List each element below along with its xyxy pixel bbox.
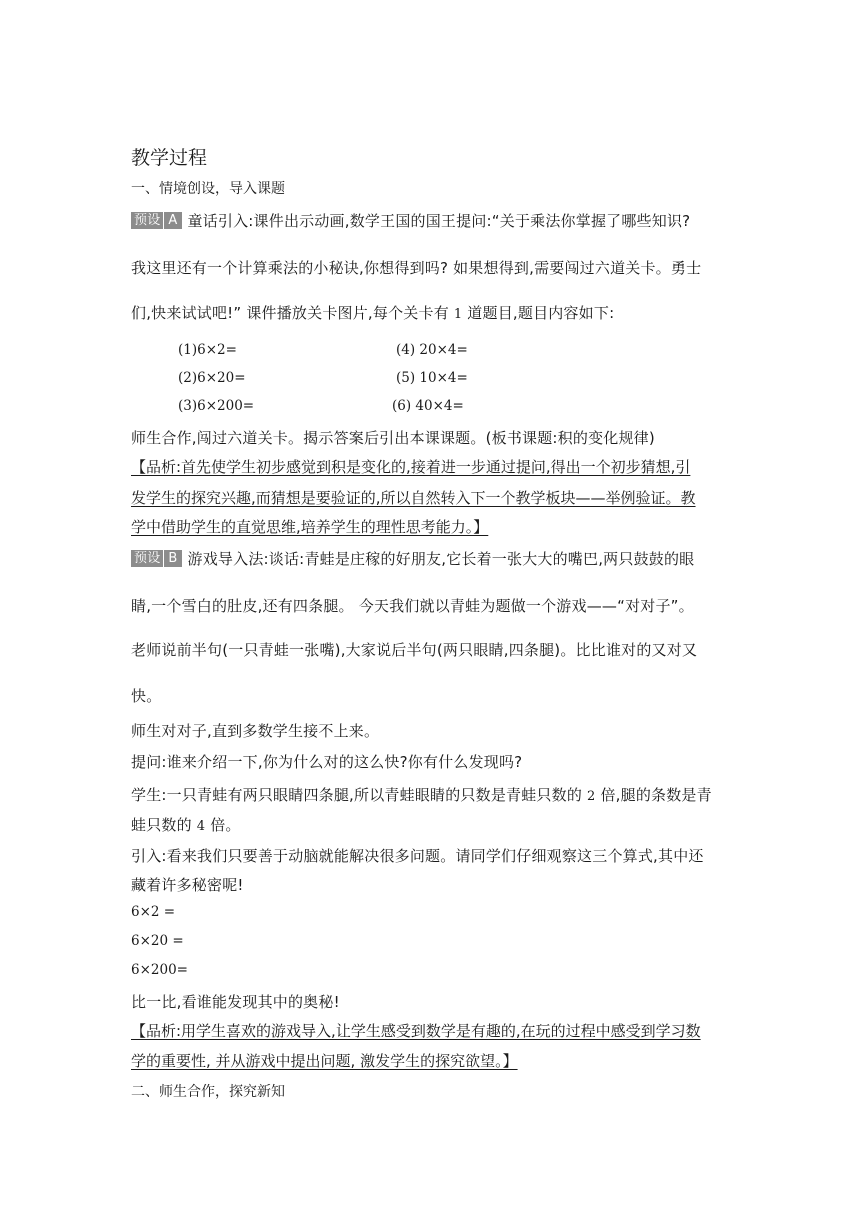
analysis-1-line-3: 学中借助学生的直觉思维,培养学生的理性思考能力。】 [131,518,489,536]
equation-2: 6×20 = [131,933,184,949]
preset-a-badge: 预设 A [131,212,182,229]
equation-3: 6×200= [131,962,188,978]
problem-1: (1)6×2= [178,342,237,358]
dialogue-line-5: 引入:看来我们只要善于动脑就能解决很多问题。请同学们仔细观察这三个算式,其中还 [131,847,704,865]
dialogue-line-3: 学生:一只青蛙有两只眼睛四条腿,所以青蛙眼睛的只数是青蛙只数的 2 倍,腿的条数是青 [131,786,712,804]
preset-b-line-1: 预设 B 游戏导入法:谈话:青蛙是庄稼的好朋友,它长着一张大大的嘴巴,两只鼓鼓的眼 [131,548,694,569]
compare-line: 比一比,看谁能发现其中的奥秘! [131,993,340,1011]
preset-a-line-3: 们,快来试试吧!” 课件播放关卡图片,每个关卡有 1 道题目,题目内容如下: [131,304,615,322]
page-title: 教学过程 [131,147,208,169]
problem-3: (3)6×200= [178,398,255,414]
preset-b-badge: 预设 B [131,550,182,567]
analysis-1-line-2: 发学生的探究兴趣,而猜想是要验证的,所以自然转入下一个教学板块——举例验证。教 [131,489,696,507]
analysis-1-line-1: 【品析:首先使学生初步感觉到积是变化的,接着进一步通过提问,得出一个初步猜想,引 [131,458,691,476]
problem-6: (6) 40×4= [392,398,464,414]
dialogue-line-1: 师生对对子,直到多数学生接不上来。 [131,722,380,740]
analysis-2-line-2: 学的重要性, 并从游戏中提出问题, 激发学生的探究欲望。】 [131,1052,518,1070]
preset-a-line-2: 我这里还有一个计算乘法的小秘诀,你想得到吗? 如果想得到,需要闯过六道关卡。勇士 [131,259,702,277]
section-heading-2: 二、师生合作，探究新知 [131,1084,285,1100]
cooperation-line: 师生合作,闯过六道关卡。揭示答案后引出本课课题。(板书课题:积的变化规律) [131,429,655,447]
preset-b-line-3: 老师说前半句(一只青蛙一张嘴),大家说后半句(两只眼睛,四条腿)。比比谁对的又对又 [131,641,698,659]
dialogue-line-4: 蛙只数的 4 倍。 [131,816,241,834]
problem-5: (5) 10×4= [396,370,468,386]
dialogue-line-2: 提问:谁来介绍一下,你为什么对的这么快?你有什么发现吗? [131,753,523,771]
section-heading-1: 一、情境创设，导入课题 [131,181,285,197]
preset-b-line-4: 快。 [131,687,162,705]
problem-2: (2)6×20= [178,370,246,386]
problem-4: (4) 20×4= [396,342,468,358]
preset-a-line-1: 预设 A 童话引入:课件出示动画,数学王国的国王提问:“关于乘法你掌握了哪些知识? [131,210,690,231]
analysis-2-line-1: 【品析:用学生喜欢的游戏导入,让学生感受到数学是有趣的,在玩的过程中感受到学习数 [131,1022,701,1040]
equation-1: 6×2 = [131,904,176,920]
preset-b-line-2: 睛,一个雪白的肚皮,还有四条腿。 今天我们就以青蛙为题做一个游戏——“对对子”。 [131,597,694,615]
dialogue-line-6: 藏着许多秘密呢! [131,876,244,894]
